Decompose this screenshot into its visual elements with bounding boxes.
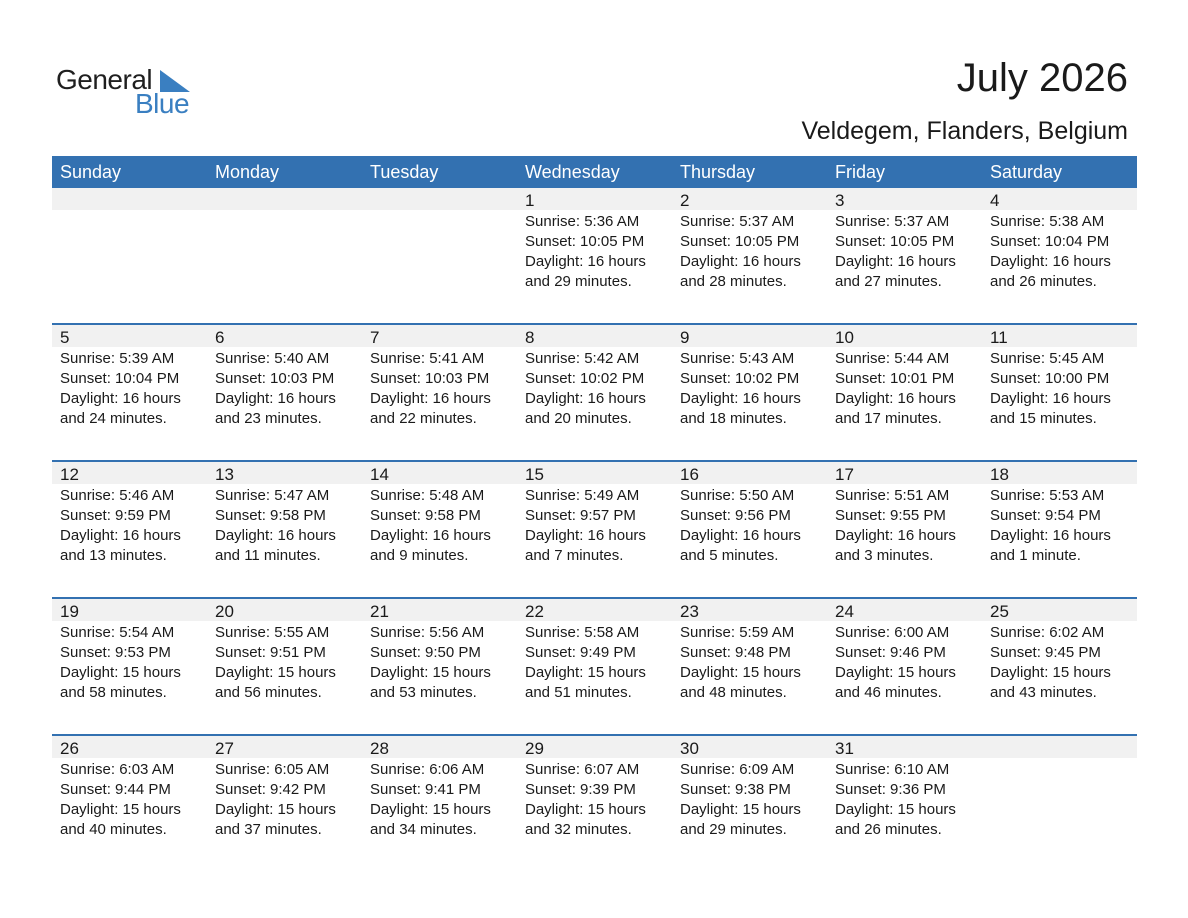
daylight-text: Daylight: 16 hours xyxy=(680,390,801,407)
sunset-text: Sunset: 9:58 PM xyxy=(370,507,481,524)
daylight-minutes-text: and 26 minutes. xyxy=(990,273,1097,290)
sunset-text: Sunset: 9:42 PM xyxy=(215,781,326,798)
sunrise-text: Sunrise: 6:00 AM xyxy=(835,624,950,641)
daylight-minutes-text: and 32 minutes. xyxy=(525,821,632,838)
day-number: 6 xyxy=(215,328,225,347)
sunrise-text: Sunrise: 6:02 AM xyxy=(990,624,1105,641)
weekday-header-monday: Monday xyxy=(215,162,280,182)
daylight-minutes-text: and 1 minute. xyxy=(990,547,1081,564)
daylight-text: Daylight: 15 hours xyxy=(60,801,181,818)
sunrise-text: Sunrise: 5:46 AM xyxy=(60,487,175,504)
empty-day-cell xyxy=(362,188,517,323)
day-number: 19 xyxy=(60,602,79,621)
daylight-minutes-text: and 13 minutes. xyxy=(60,547,167,564)
sunrise-text: Sunrise: 5:38 AM xyxy=(990,213,1105,230)
daylight-text: Daylight: 16 hours xyxy=(525,253,646,270)
daylight-text: Daylight: 16 hours xyxy=(990,527,1111,544)
day-cell xyxy=(517,599,672,734)
sunset-text: Sunset: 10:00 PM xyxy=(990,370,1110,387)
daylight-minutes-text: and 24 minutes. xyxy=(60,410,167,427)
empty-day-cell xyxy=(982,736,1137,871)
daylight-text: Daylight: 16 hours xyxy=(680,527,801,544)
day-number: 29 xyxy=(525,739,544,758)
weekday-header-saturday: Saturday xyxy=(990,162,1063,182)
sunset-text: Sunset: 10:01 PM xyxy=(835,370,955,387)
day-cell xyxy=(672,325,827,460)
day-cell xyxy=(517,462,672,597)
day-number: 1 xyxy=(525,191,535,210)
sunset-text: Sunset: 9:41 PM xyxy=(370,781,481,798)
day-number: 27 xyxy=(215,739,234,758)
week-row xyxy=(52,460,1137,597)
daylight-text: Daylight: 15 hours xyxy=(835,801,956,818)
sunset-text: Sunset: 10:03 PM xyxy=(370,370,490,387)
sunrise-text: Sunrise: 6:05 AM xyxy=(215,761,330,778)
sunset-text: Sunset: 9:59 PM xyxy=(60,507,171,524)
day-cell xyxy=(672,599,827,734)
logo xyxy=(56,62,206,122)
day-number: 20 xyxy=(215,602,234,621)
day-cell xyxy=(827,188,982,323)
empty-day-cell xyxy=(207,188,362,323)
weekday-header-wednesday: Wednesday xyxy=(525,162,620,182)
day-number: 15 xyxy=(525,465,544,484)
sunrise-text: Sunrise: 5:59 AM xyxy=(680,624,795,641)
daylight-minutes-text: and 40 minutes. xyxy=(60,821,167,838)
sunset-text: Sunset: 10:05 PM xyxy=(525,233,645,250)
week-grid xyxy=(52,599,1137,734)
weekday-header-friday: Friday xyxy=(835,162,886,182)
sunset-text: Sunset: 10:05 PM xyxy=(835,233,955,250)
sunset-text: Sunset: 9:49 PM xyxy=(525,644,636,661)
sunset-text: Sunset: 9:53 PM xyxy=(60,644,171,661)
week-grid xyxy=(52,188,1137,323)
day-cell xyxy=(517,325,672,460)
sunrise-text: Sunrise: 5:37 AM xyxy=(680,213,795,230)
sunrise-text: Sunrise: 6:06 AM xyxy=(370,761,485,778)
daylight-minutes-text: and 5 minutes. xyxy=(680,547,779,564)
day-number: 22 xyxy=(525,602,544,621)
daylight-minutes-text: and 29 minutes. xyxy=(525,273,632,290)
sunrise-text: Sunrise: 5:50 AM xyxy=(680,487,795,504)
sunset-text: Sunset: 9:44 PM xyxy=(60,781,171,798)
day-number: 4 xyxy=(990,191,1000,210)
daylight-minutes-text: and 23 minutes. xyxy=(215,410,322,427)
day-number: 3 xyxy=(835,191,845,210)
sunrise-text: Sunrise: 5:39 AM xyxy=(60,350,175,367)
day-cell xyxy=(672,188,827,323)
weekday-header-thursday: Thursday xyxy=(680,162,756,182)
daylight-text: Daylight: 16 hours xyxy=(60,527,181,544)
sunset-text: Sunset: 10:02 PM xyxy=(680,370,800,387)
daylight-minutes-text: and 27 minutes. xyxy=(835,273,942,290)
sunrise-text: Sunrise: 6:03 AM xyxy=(60,761,175,778)
day-cell xyxy=(982,599,1137,734)
day-cell xyxy=(982,188,1137,323)
sunset-text: Sunset: 9:36 PM xyxy=(835,781,946,798)
sunrise-text: Sunrise: 5:42 AM xyxy=(525,350,640,367)
day-cell xyxy=(52,325,207,460)
sunset-text: Sunset: 9:50 PM xyxy=(370,644,481,661)
daylight-minutes-text: and 28 minutes. xyxy=(680,273,787,290)
sunset-text: Sunset: 9:58 PM xyxy=(215,507,326,524)
daylight-minutes-text: and 11 minutes. xyxy=(215,547,321,564)
sunrise-text: Sunrise: 5:51 AM xyxy=(835,487,950,504)
sunset-text: Sunset: 10:04 PM xyxy=(990,233,1110,250)
sunrise-text: Sunrise: 5:54 AM xyxy=(60,624,175,641)
sunrise-text: Sunrise: 5:53 AM xyxy=(990,487,1105,504)
day-number: 24 xyxy=(835,602,854,621)
daylight-text: Daylight: 16 hours xyxy=(835,390,956,407)
day-cell xyxy=(672,462,827,597)
day-number: 5 xyxy=(60,328,70,347)
day-cell xyxy=(207,599,362,734)
daylight-minutes-text: and 43 minutes. xyxy=(990,684,1097,701)
day-number: 18 xyxy=(990,465,1009,484)
daylight-text: Daylight: 15 hours xyxy=(680,801,801,818)
daylight-text: Daylight: 16 hours xyxy=(835,253,956,270)
day-cell xyxy=(827,736,982,871)
sunset-text: Sunset: 9:48 PM xyxy=(680,644,791,661)
sunrise-text: Sunrise: 5:47 AM xyxy=(215,487,330,504)
sunset-text: Sunset: 10:03 PM xyxy=(215,370,335,387)
day-cell xyxy=(362,325,517,460)
sunset-text: Sunset: 10:02 PM xyxy=(525,370,645,387)
sunset-text: Sunset: 9:39 PM xyxy=(525,781,636,798)
day-number: 30 xyxy=(680,739,699,758)
sunrise-text: Sunrise: 5:55 AM xyxy=(215,624,330,641)
day-cell xyxy=(362,599,517,734)
day-number: 17 xyxy=(835,465,854,484)
daylight-text: Daylight: 15 hours xyxy=(680,664,801,681)
day-cell xyxy=(827,325,982,460)
day-number: 13 xyxy=(215,465,234,484)
sunrise-text: Sunrise: 6:10 AM xyxy=(835,761,950,778)
sunrise-text: Sunrise: 5:58 AM xyxy=(525,624,640,641)
day-cell xyxy=(982,325,1137,460)
week-grid xyxy=(52,325,1137,460)
sunset-text: Sunset: 9:38 PM xyxy=(680,781,791,798)
day-cell xyxy=(362,462,517,597)
day-number: 16 xyxy=(680,465,699,484)
day-cell xyxy=(207,736,362,871)
sunrise-text: Sunrise: 5:43 AM xyxy=(680,350,795,367)
day-number: 26 xyxy=(60,739,79,758)
day-number: 2 xyxy=(680,191,690,210)
location-subtitle: Veldegem, Flanders, Belgium xyxy=(801,117,1128,145)
calendar-weeks xyxy=(52,188,1137,871)
day-number: 11 xyxy=(990,328,1008,347)
day-cell xyxy=(52,599,207,734)
sunset-text: Sunset: 9:45 PM xyxy=(990,644,1101,661)
sunset-text: Sunset: 9:56 PM xyxy=(680,507,791,524)
sunrise-text: Sunrise: 5:44 AM xyxy=(835,350,950,367)
daylight-text: Daylight: 16 hours xyxy=(680,253,801,270)
daylight-text: Daylight: 16 hours xyxy=(370,390,491,407)
sunset-text: Sunset: 10:05 PM xyxy=(680,233,800,250)
sunrise-text: Sunrise: 5:41 AM xyxy=(370,350,485,367)
day-cell xyxy=(517,188,672,323)
day-cell xyxy=(827,462,982,597)
daylight-text: Daylight: 16 hours xyxy=(370,527,491,544)
daylight-text: Daylight: 16 hours xyxy=(215,390,336,407)
daylight-minutes-text: and 34 minutes. xyxy=(370,821,477,838)
day-cell xyxy=(52,462,207,597)
day-number: 9 xyxy=(680,328,690,347)
daylight-minutes-text: and 20 minutes. xyxy=(525,410,632,427)
day-cell xyxy=(827,599,982,734)
weekday-header xyxy=(52,156,1137,188)
daylight-minutes-text: and 29 minutes. xyxy=(680,821,787,838)
daylight-text: Daylight: 15 hours xyxy=(525,664,646,681)
daylight-text: Daylight: 15 hours xyxy=(370,664,491,681)
sunrise-text: Sunrise: 5:56 AM xyxy=(370,624,485,641)
day-number: 14 xyxy=(370,465,389,484)
calendar xyxy=(52,156,1137,871)
week-grid xyxy=(52,736,1137,871)
daylight-text: Daylight: 15 hours xyxy=(835,664,956,681)
sunrise-text: Sunrise: 5:45 AM xyxy=(990,350,1105,367)
daylight-minutes-text: and 3 minutes. xyxy=(835,547,934,564)
page-title: July 2026 xyxy=(956,56,1128,100)
daylight-minutes-text: and 58 minutes. xyxy=(60,684,167,701)
daylight-minutes-text: and 51 minutes. xyxy=(525,684,632,701)
sunset-text: Sunset: 10:04 PM xyxy=(60,370,180,387)
daylight-minutes-text: and 37 minutes. xyxy=(215,821,322,838)
daylight-text: Daylight: 16 hours xyxy=(215,527,336,544)
daylight-minutes-text: and 17 minutes. xyxy=(835,410,942,427)
day-cell xyxy=(207,462,362,597)
week-row xyxy=(52,323,1137,460)
daylight-minutes-text: and 48 minutes. xyxy=(680,684,787,701)
sunset-text: Sunset: 9:55 PM xyxy=(835,507,946,524)
daylight-minutes-text: and 15 minutes. xyxy=(990,410,1097,427)
daylight-text: Daylight: 15 hours xyxy=(990,664,1111,681)
week-row xyxy=(52,597,1137,734)
day-number: 8 xyxy=(525,328,535,347)
day-number: 25 xyxy=(990,602,1009,621)
daylight-minutes-text: and 9 minutes. xyxy=(370,547,469,564)
daylight-text: Daylight: 16 hours xyxy=(525,390,646,407)
daylight-text: Daylight: 16 hours xyxy=(835,527,956,544)
daylight-text: Daylight: 16 hours xyxy=(990,253,1111,270)
weekday-header-tuesday: Tuesday xyxy=(370,162,439,182)
day-cell xyxy=(52,736,207,871)
daylight-text: Daylight: 15 hours xyxy=(60,664,181,681)
sunrise-text: Sunrise: 5:40 AM xyxy=(215,350,330,367)
daylight-text: Daylight: 15 hours xyxy=(370,801,491,818)
daylight-minutes-text: and 53 minutes. xyxy=(370,684,477,701)
sunrise-text: Sunrise: 5:49 AM xyxy=(525,487,640,504)
sunrise-text: Sunrise: 6:07 AM xyxy=(525,761,640,778)
sunrise-text: Sunrise: 6:09 AM xyxy=(680,761,795,778)
week-grid xyxy=(52,462,1137,597)
week-row xyxy=(52,188,1137,323)
day-cell xyxy=(517,736,672,871)
logo-blue-text: Blue xyxy=(135,88,190,119)
day-cell xyxy=(672,736,827,871)
sunrise-text: Sunrise: 5:37 AM xyxy=(835,213,950,230)
day-number: 21 xyxy=(370,602,389,621)
sunset-text: Sunset: 9:54 PM xyxy=(990,507,1101,524)
sunset-text: Sunset: 9:46 PM xyxy=(835,644,946,661)
daylight-minutes-text: and 22 minutes. xyxy=(370,410,477,427)
sunset-text: Sunset: 9:57 PM xyxy=(525,507,636,524)
daylight-minutes-text: and 46 minutes. xyxy=(835,684,942,701)
sunrise-text: Sunrise: 5:48 AM xyxy=(370,487,485,504)
day-number: 28 xyxy=(370,739,389,758)
empty-day-cell xyxy=(52,188,207,323)
daylight-text: Daylight: 16 hours xyxy=(525,527,646,544)
day-cell xyxy=(207,325,362,460)
day-number: 12 xyxy=(60,465,79,484)
day-number: 7 xyxy=(370,328,380,347)
day-cell xyxy=(362,736,517,871)
day-number: 10 xyxy=(835,328,854,347)
logo-general-text: General xyxy=(56,64,153,95)
day-number: 31 xyxy=(835,739,854,758)
daylight-text: Daylight: 15 hours xyxy=(215,664,336,681)
day-number: 23 xyxy=(680,602,699,621)
daylight-text: Daylight: 16 hours xyxy=(990,390,1111,407)
daylight-text: Daylight: 15 hours xyxy=(525,801,646,818)
weekday-header-sunday: Sunday xyxy=(60,162,122,182)
daylight-text: Daylight: 16 hours xyxy=(60,390,181,407)
daylight-minutes-text: and 56 minutes. xyxy=(215,684,322,701)
daylight-minutes-text: and 18 minutes. xyxy=(680,410,787,427)
daylight-text: Daylight: 15 hours xyxy=(215,801,336,818)
week-row xyxy=(52,734,1137,871)
day-cell xyxy=(982,462,1137,597)
daylight-minutes-text: and 7 minutes. xyxy=(525,547,624,564)
sunset-text: Sunset: 9:51 PM xyxy=(215,644,326,661)
sunrise-text: Sunrise: 5:36 AM xyxy=(525,213,640,230)
daylight-minutes-text: and 26 minutes. xyxy=(835,821,942,838)
